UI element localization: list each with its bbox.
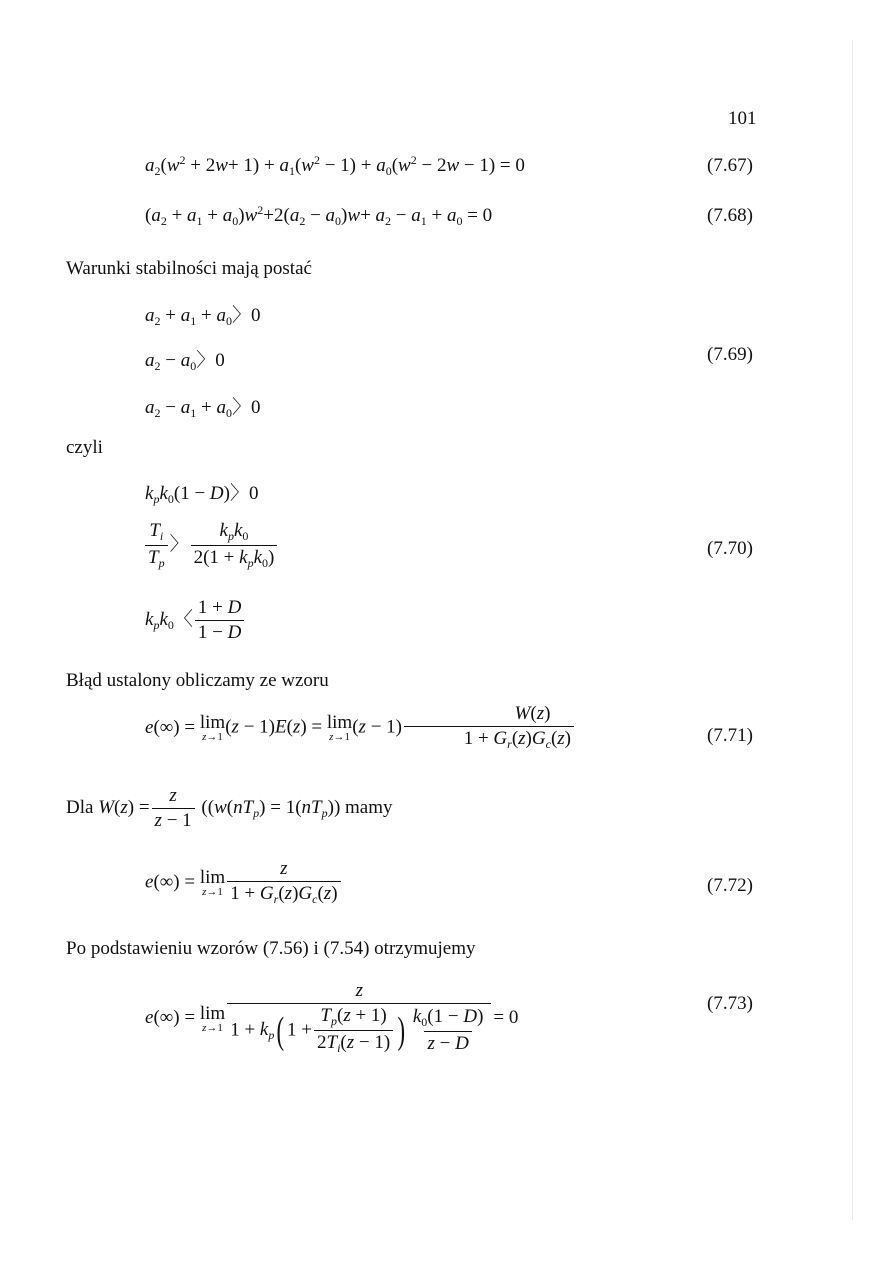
condition-1: $a_2 + a_1 + a_0$〉0 [145,305,261,328]
equation-7-73: e(∞) = lim z→1 z $1 + k_p$( 1 + $\frac{T_p(z + 1)}{2T_i(z - 1)}$ ) $\frac{k_0(1 - D)}{z - D}$ = 0 [145,980,519,1055]
dla-label: Dla [66,796,94,818]
eq-number-7-69: (7.69) [707,344,753,365]
inequality-1: $k_pk_0(1 - D)$〉0 [145,483,259,506]
eq-number-7-72: (7.72) [707,875,753,896]
eq-number-7-71: (7.71) [707,725,753,746]
condition-2: $a_2 - a_0$〉0 [145,350,225,373]
eq-number-7-73: (7.73) [707,993,753,1014]
page-edge [852,40,853,1220]
equation-7-71: e(∞) = lim z→1 (z − 1)E(z) = lim z→1 (z − 1) $\frac{W(z)}{1 + G_r(z)G_c(z)}$ [145,703,576,752]
paragraph-czyli: czyli [66,437,103,458]
equation-7-68: $(a_2 + a_1 + a_0)w^2+2(a_2 - a_0)w+ a_2 - a_1 + a_0 = 0$ [145,203,493,228]
eq-number-7-68: (7.68) [707,205,753,226]
equation-7-72: e(∞) = lim z→1 $\frac{z}{1 + G_r(z)G_c(z)}$ [145,858,343,907]
inequality-3: $k_pk_0$〈 $\frac{1 + D}{1 - D}$ [145,597,246,644]
dla-line: Dla W(z) = $\frac{z}{z - 1}$ ($(w(nT_p) = 1(nT_p))$ mamy [66,785,393,831]
equation-7-67: $a_2(w^2 + 2w+ 1) + a_1(w^2 - 1) + a_0(w^2 - 2w - 1) = 0$ [145,153,525,178]
paragraph-podstawienie: Po podstawieniu wzorów (7.56) i (7.54) otrzymujemy [66,938,476,959]
mamy-label: mamy [345,796,393,818]
eq-number-7-67: (7.67) [707,155,753,176]
paragraph-warunki: Warunki stabilności mają postać [66,258,312,279]
inequality-2: $\frac{T_i}{T_p}$ 〉 $\frac{k_pk_0}{2(1 + k_pk_0)}$ [143,520,279,571]
paragraph-blad: Błąd ustalony obliczamy ze wzoru [66,670,329,691]
page-number: 101 [728,108,757,129]
condition-3: $a_2 - a_1 + a_0$〉0 [145,397,261,420]
eq-number-7-70: (7.70) [707,538,753,559]
